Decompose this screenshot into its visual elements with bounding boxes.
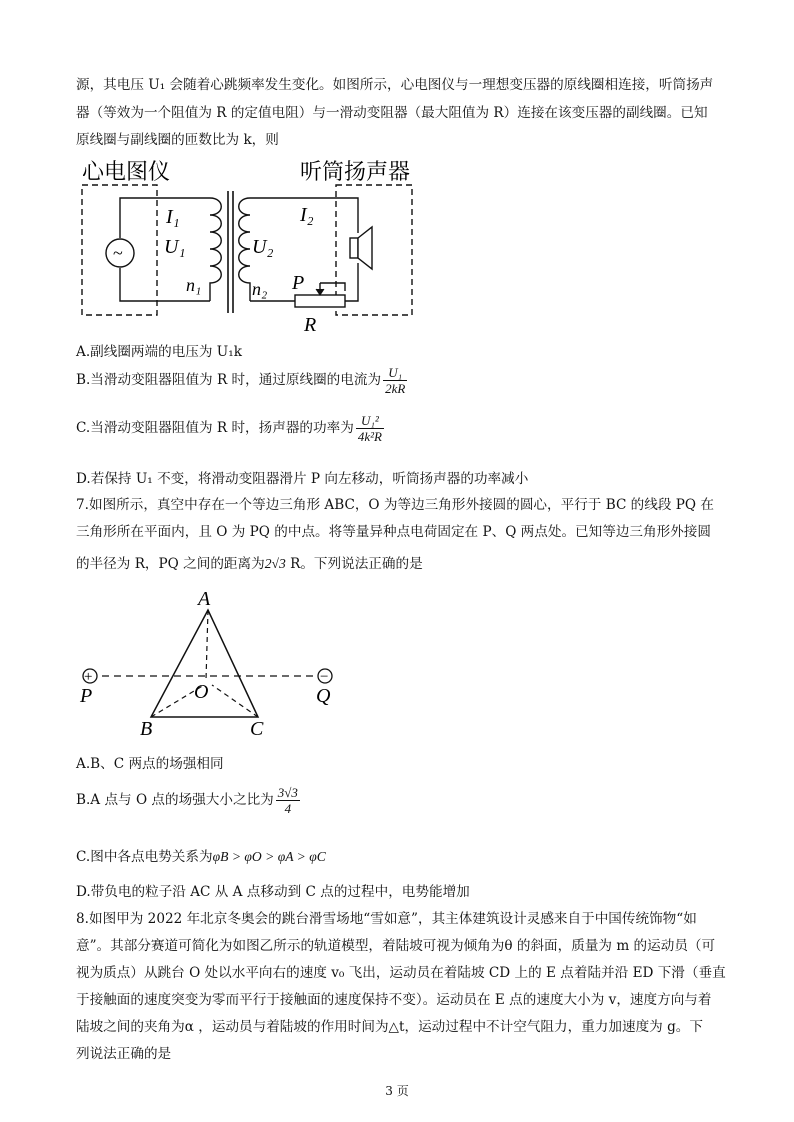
q8-line-4: 于接触面的速度突变为零而平行于接触面的速度保持不变）。运动员在 E 点的速度大小为 v，速度方向与着 [76, 992, 712, 1008]
page-number: 3 页 [385, 1084, 409, 1098]
right-title: 听筒扬声器 [300, 159, 411, 184]
svg-text:A: A [198, 588, 211, 610]
q8-line-3: 视为质点）从跳台 O 处以水平向右的速度 v₀ 飞出，运动员在着陆坡 CD 上的 E 点着陆并沿 ED 下滑（垂直 [76, 965, 726, 981]
svg-text:U₂: U₂ [252, 236, 274, 258]
intro-line-2: 器（等效为一个阻值为 R 的定值电阻）与一滑动变阻器（最大阻值为 R）连接在该变压器的副线圈。已知 [76, 105, 708, 121]
svg-text:I₂: I₂ [300, 204, 314, 226]
svg-text:Q: Q [316, 685, 331, 707]
q6-option-d: D.若保持 U₁ 不变，将滑动变阻器滑片 P 向左移动，听筒扬声器的功率减小 [76, 471, 529, 487]
q8-line-5: 陆坡之间的夹角为α ，运动员与着陆坡的作用时间为△t，运动过程中不计空气阻力，重力加速度为 g。下 [76, 1019, 703, 1035]
svg-text:P: P [80, 685, 93, 707]
secondary-coil [239, 198, 250, 301]
svg-text:U₁: U₁ [164, 236, 186, 258]
triangle-figure [78, 585, 368, 740]
intro-line-1: 源，其电压 U₁ 会随着心跳频率发生变化。如图所示，心电图仪与一理想变压器的原线圈相连接，听筒扬声 [76, 77, 714, 93]
transformer-circuit-figure [80, 153, 430, 338]
svg-text:P: P [292, 272, 305, 294]
primary-coil [210, 198, 221, 301]
right-dashed-box [336, 185, 412, 315]
svg-text:O: O [194, 681, 209, 703]
svg-text:C: C [250, 718, 264, 740]
svg-text:n₁: n₁ [186, 275, 202, 295]
q7-option-d: D.带负电的粒子沿 AC 从 A 点移动到 C 点的过程中，电势能增加 [76, 884, 470, 900]
q7-option-c: C.图中各点电势关系为φB > φO > φA > φC [76, 849, 326, 865]
svg-text:B: B [140, 718, 153, 740]
q6-option-b: B.当滑动变阻器阻值为 R 时，通过原线圈的电流为 $\frac{\text{U₁}}{2kR}$ [76, 365, 406, 396]
svg-text:R: R [304, 314, 317, 336]
svg-text:~: ~ [113, 243, 123, 263]
intro-line-3: 原线圈与副线圈的匝数比为 k，则 [76, 132, 279, 148]
svg-text:−: − [320, 669, 329, 685]
svg-text:n₂: n₂ [252, 279, 268, 299]
q7-option-b: B.A 点与 O 点的场强大小之比为 $\frac{3√3}{4}$ [76, 785, 298, 816]
q8-line-6: 列说法正确的是 [76, 1046, 172, 1062]
q6-option-a: A.副线圈两端的电压为 U₁k [76, 344, 242, 360]
q7-line-1: 7.如图所示，真空中存在一个等边三角形 ABC，O 为等边三角形外接圆的圆心，平行于 BC 的线段 PQ 在 [76, 497, 714, 513]
q7-line-2: 三角形所在平面内，且 O 为 PQ 的中点。将等量异种点电荷固定在 P、Q 两点处。已知等边三角形外接圆 [76, 524, 711, 540]
svg-text:+: + [84, 669, 93, 685]
svg-text:I₁: I₁ [166, 206, 180, 228]
speaker-cone-icon [358, 227, 372, 269]
left-title: 心电图仪 [82, 159, 171, 184]
q6-option-c: C.当滑动变阻器阻值为 R 时，扬声器的功率为 $\frac{\text{U₁²}}{\text{4k²R}}$ [76, 413, 382, 444]
q7-option-a: A.B、C 两点的场强相同 [76, 756, 224, 772]
rheostat [295, 295, 345, 307]
line-AO [206, 610, 208, 680]
secondary-wire-right [345, 283, 358, 301]
q7-line-3: 的半径为 R，PQ 之间的距离为2√3 R。下列说法正确的是 [76, 556, 423, 572]
q8-line-2: 意”。其部分赛道可简化为如图乙所示的轨道模型，着陆坡可视为倾角为θ 的斜面，质量为 m 的运动员（可 [76, 938, 716, 954]
speaker-icon [350, 238, 358, 258]
primary-wire [120, 198, 210, 238]
q8-line-1: 8.如图甲为 2022 年北京冬奥会的跳台滑雪场地“雪如意”，其主体建筑设计灵感来自于中国传统饰物“如 [76, 911, 697, 927]
